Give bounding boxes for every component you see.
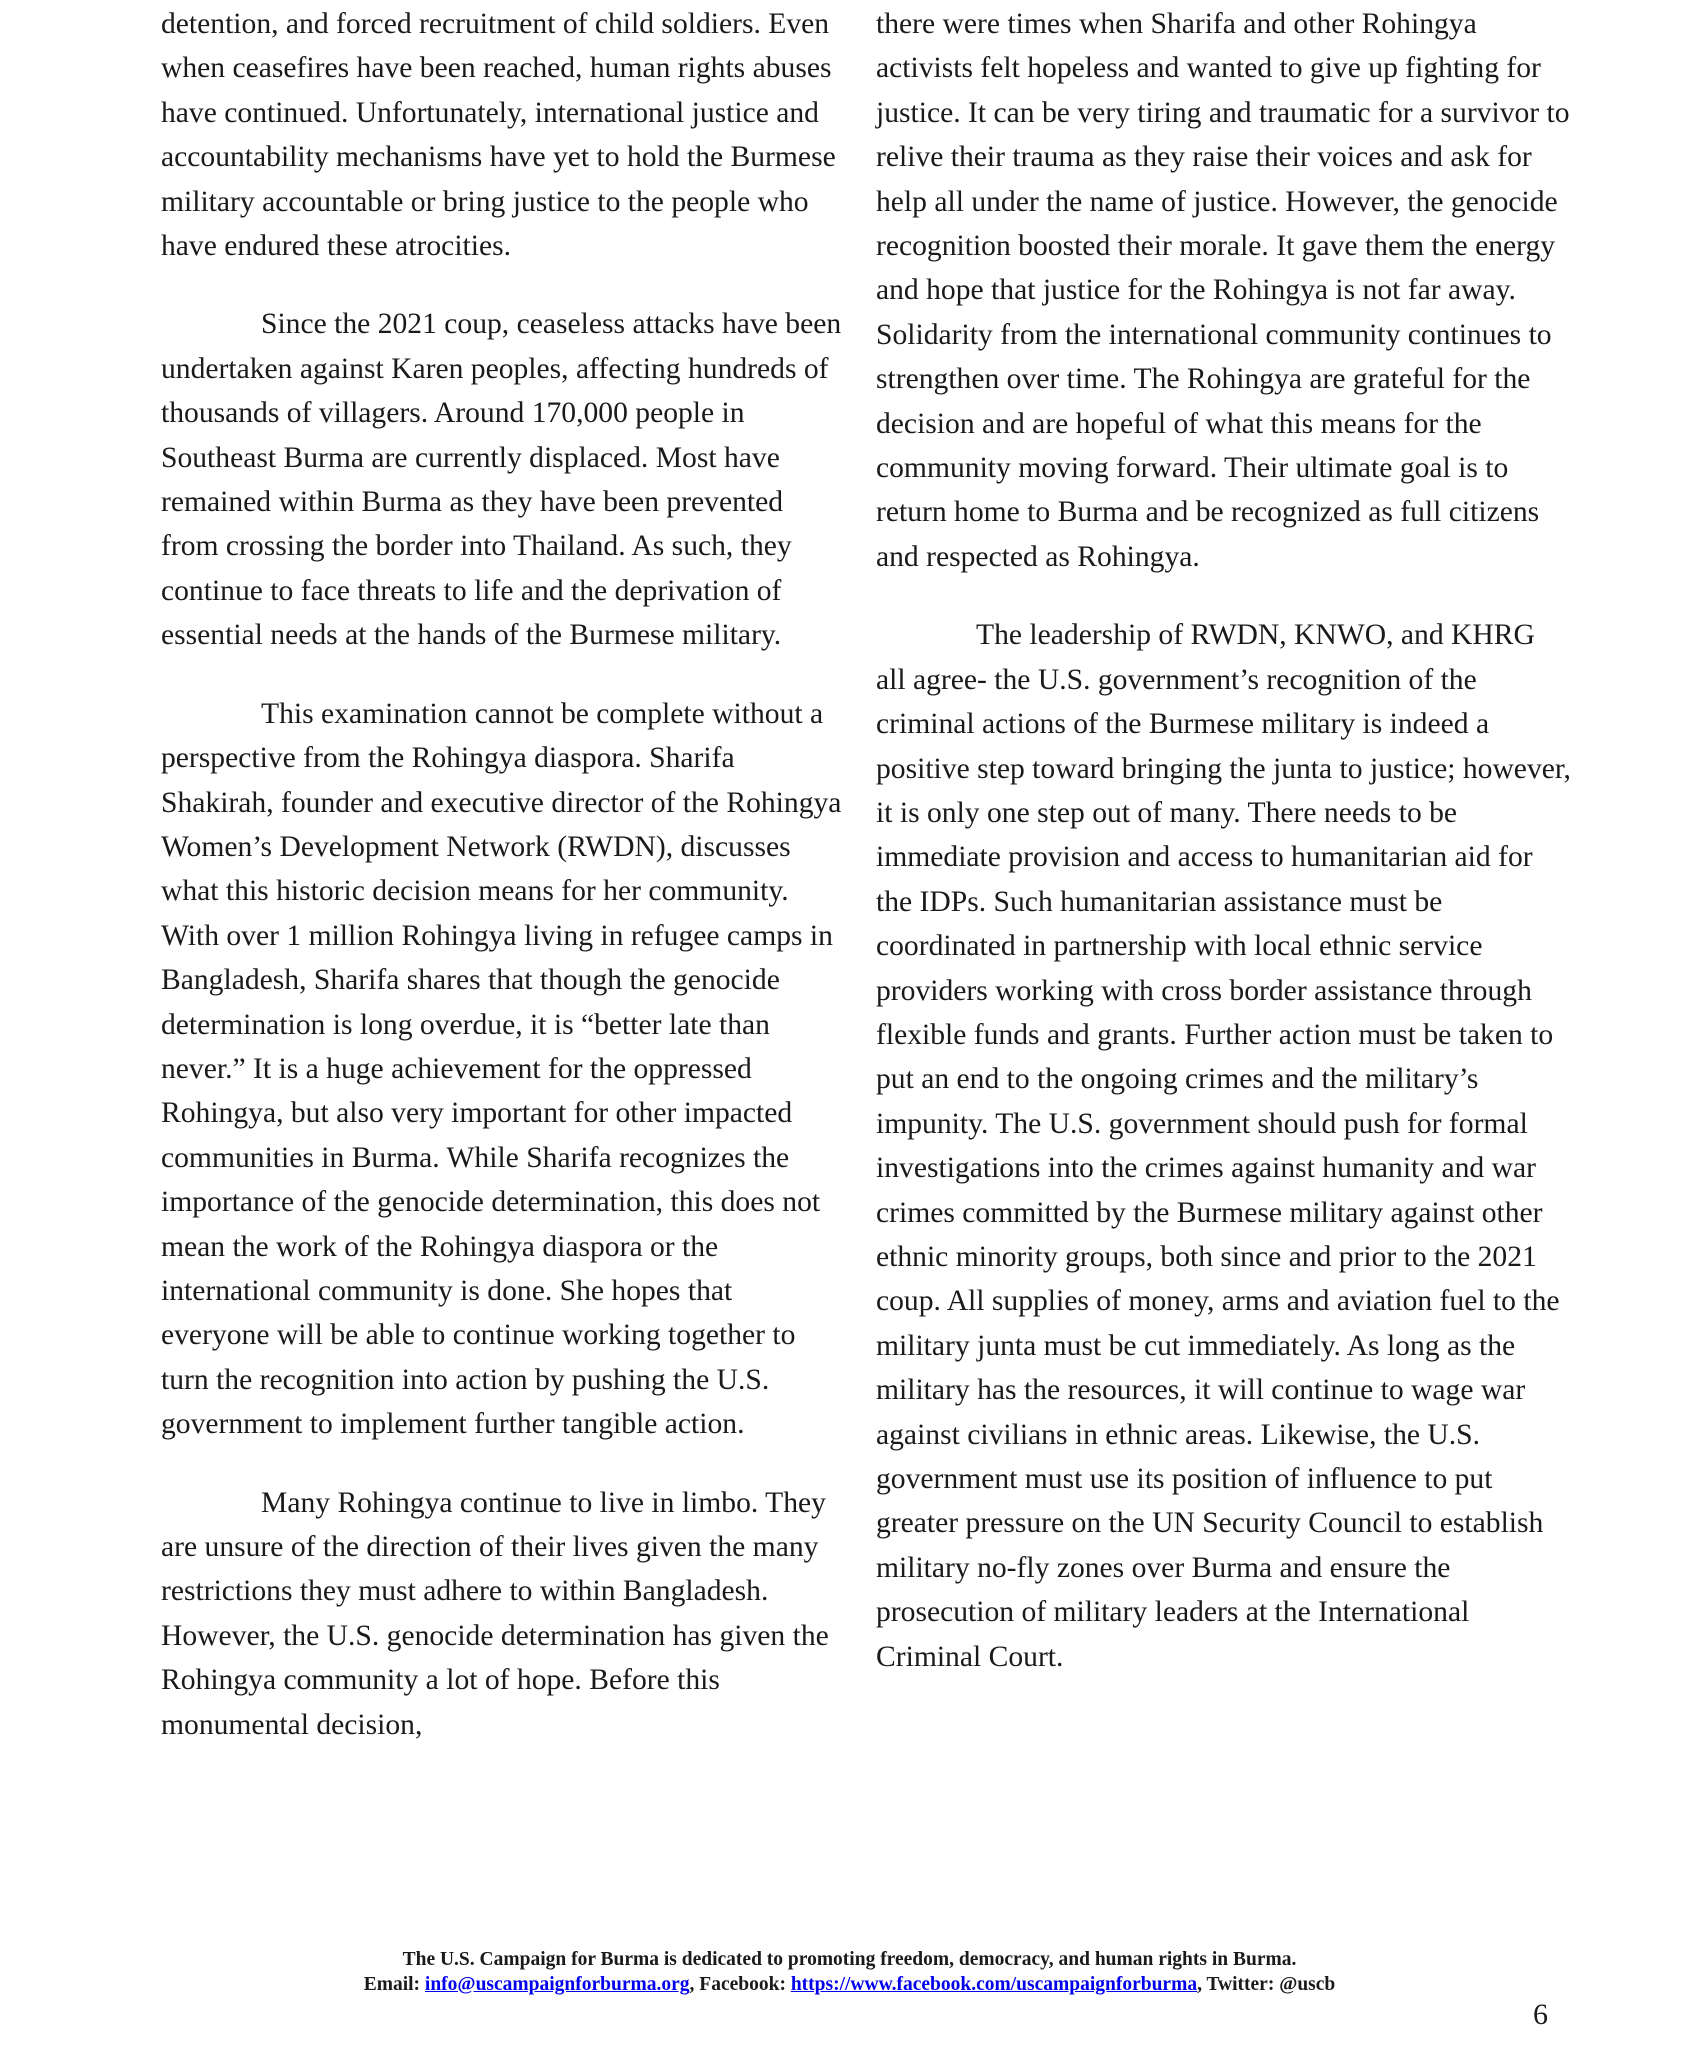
footer-email-label: Email: [363, 1974, 425, 1995]
paragraph-left-3: This examination cannot be complete without a perspective from the Rohingya diaspora. Sharifa Shakirah, founder and executive director of the Rohingya Women’s Development Network (RWDN), discusses what this historic decision means for her community. With over 1 million Rohingya living in refugee camps in Bangladesh, Sharifa shares that though the genocide determination is long overdue, it is “better late than never.” It is a huge achievement for the oppressed Rohingya, but also very important for other impacted communities in Burma. While Sharifa recognizes the importance of the genocide determination, this does not mean the work of the Rohingya diaspora or the international community is done. She hopes that everyone will be able to continue working together to turn the recognition into action by pushing the U.S. government to implement further tangible action. [161, 697, 842, 1441]
footer-email-link[interactable]: info@uscampaignforburma.org [424, 1974, 690, 1995]
footer-facebook-link[interactable]: https://www.facebook.com/uscampaignforburma [790, 1974, 1198, 1995]
paragraph-right-2: The leadership of RWDN, KNWO, and KHRG all agree- the U.S. government’s recognition of the criminal actions of the Burmese military is indeed a positive step toward bringing the junta to justice; however, it is only one step out of many. There needs to be immediate provision and access to humanitarian aid for the IDPs. Such humanitarian assistance must be coordinated in partnership with local ethnic service providers working with cross border assistance through flexible funds and grants. Further action must be taken to put an end to the ongoing crimes and the military’s impunity. The U.S. government should push for formal investigations into the crimes against humanity and war crimes committed by the Burmese military against other ethnic minority groups, both since and prior to the 2021 coup. All supplies of money, arms and aviation fuel to the military junta must be cut immediately. As long as the military has the resources, it will continue to wage war against civilians in ethnic areas. Likewise, the U.S. government must use its position of influence to put greater pressure on the UN Security Council to establish military no-fly zones over Burma and ensure the prosecution of military leaders at the International Criminal Court. [876, 619, 1571, 1673]
footer-twitter-label: , Twitter: [1197, 1974, 1280, 1995]
paragraph-right-1: there were times when Sharifa and other Rohingya activists felt hopeless and wanted to give up fighting for justice. It can be very tiring and traumatic for a survivor to relive their trauma as they raise their voices and ask for help all under the name of justice. However, the genocide recognition boosted their morale. It gave them the energy and hope that justice for the Rohingya is not far away. Solidarity from the international community continues to strengthen over time. The Rohingya are grateful for the decision and are hopeful of what this means for the community moving forward. Their ultimate goal is to return home to Burma and be recognized as full citizens and respected as Rohingya. [876, 8, 1570, 573]
left-column [161, 2, 846, 1781]
right-column [876, 2, 1571, 1713]
footer-contact-line [0, 1972, 1699, 1997]
paragraph-left-4: Many Rohingya continue to live in limbo. They are unsure of the direction of their lives given the many restrictions they must adhere to within Bangladesh. However, the U.S. genocide determination has given the Rohingya community a lot of hope. Before this monumental decision, [161, 1486, 829, 1741]
footer-facebook-label: , Facebook: [689, 1974, 791, 1995]
paragraph-left-1: detention, and forced recruitment of child soldiers. Even when ceasefires have been reached, human rights abuses have continued. Unfortunately, international justice and accountability mechanisms have yet to hold the Burmese military accountable or bring justice to the people who have endured these atrocities. [161, 8, 836, 263]
page-footer [0, 1947, 1699, 1997]
page-number: 6 [1533, 1998, 1548, 2031]
paragraph-left-2: Since the 2021 coup, ceaseless attacks have been undertaken against Karen peoples, affecting hundreds of thousands of villagers. Around 170,000 people in Southeast Burma are currently displaced. Most have remained within Burma as they have been prevented from crossing the border into Thailand. As such, they continue to face threats to life and the deprivation of essential needs at the hands of the Burmese military. [161, 308, 842, 652]
footer-mission-statement: The U.S. Campaign for Burma is dedicated to promoting freedom, democracy, and human rights in Burma. [402, 1949, 1297, 1970]
footer-twitter-handle: @uscb [1279, 1974, 1336, 1995]
